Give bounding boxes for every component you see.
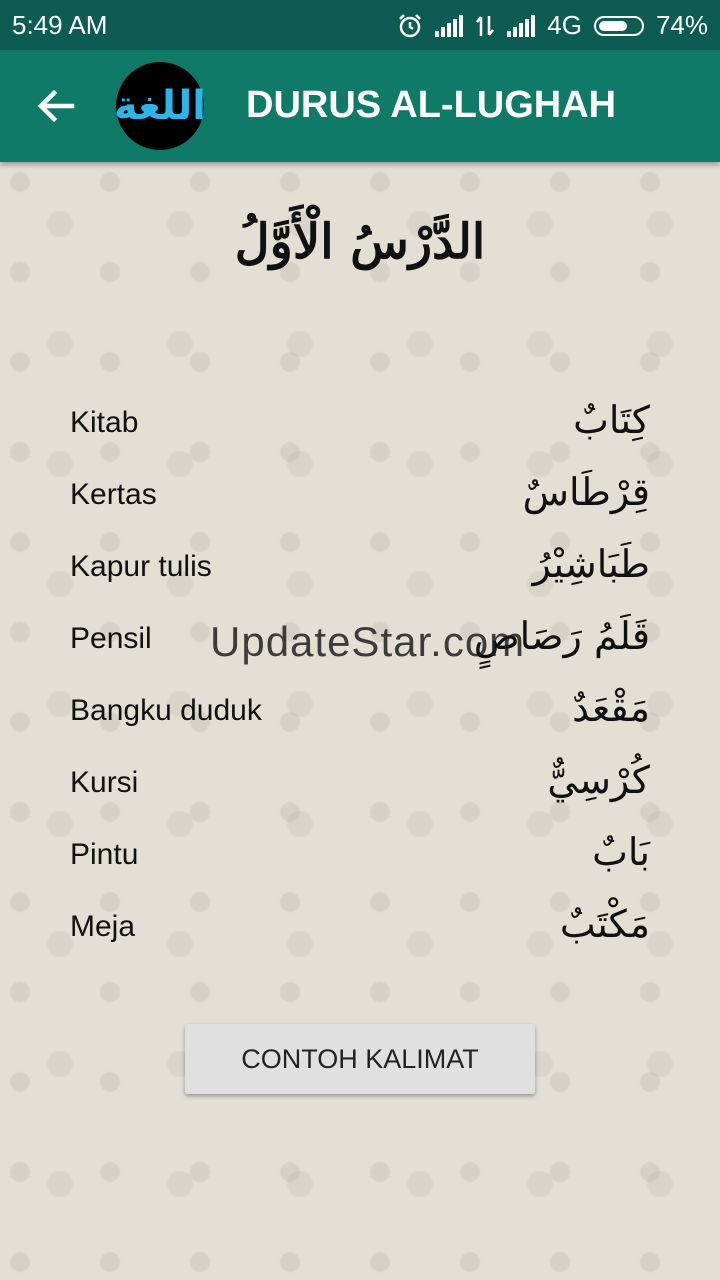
watermark: UpdateStar.com	[210, 618, 526, 665]
vocab-arabic: بَابٌ	[592, 830, 650, 874]
arrow-left-icon	[28, 78, 84, 134]
vocab-arabic: قِرْطَاسٌ	[522, 470, 650, 514]
back-button[interactable]	[28, 78, 84, 134]
status-bar	[0, 0, 720, 50]
vocab-latin: Kursi	[70, 766, 139, 799]
signal-icon	[435, 15, 463, 37]
app-title: DURUS AL-LUGHAH	[246, 84, 617, 126]
vocab-row	[70, 902, 650, 974]
vocab-arabic: كُرْسِيٌّ	[547, 758, 650, 802]
vocab-latin: Pintu	[70, 838, 139, 871]
vocab-latin: Kitab	[70, 406, 139, 439]
vocab-latin: Kertas	[70, 478, 157, 511]
vocab-row	[70, 614, 650, 686]
vocab-row	[70, 758, 650, 830]
vocab-latin: Kapur tulis	[70, 550, 212, 583]
vocab-arabic: كِتَابٌ	[573, 398, 650, 442]
alarm-icon	[397, 13, 423, 39]
app-bar	[0, 50, 720, 162]
vocab-row	[70, 470, 650, 542]
app-logo: اللغة	[116, 62, 204, 150]
battery-icon	[594, 16, 644, 36]
vocab-arabic: طَبَاشِيْرُ	[532, 542, 650, 586]
vocab-arabic: مَكْتَبٌ	[559, 902, 650, 946]
data-transfer-icon	[475, 14, 495, 38]
battery-percent: 74%	[655, 10, 708, 40]
network-type: 4G	[547, 10, 582, 40]
vocab-row	[70, 830, 650, 902]
signal-icon	[507, 15, 535, 37]
vocab-arabic: مَقْعَدٌ	[572, 686, 650, 730]
vocab-row	[70, 542, 650, 614]
vocab-latin: Meja	[70, 910, 136, 943]
vocab-arabic: قَلَمُ رَصَاصٍ	[473, 614, 650, 658]
status-icons	[397, 10, 708, 41]
lesson-title: الدَّرْسُ الْأَوَّلُ	[234, 214, 486, 270]
vocab-row	[70, 686, 650, 758]
vocab-latin: Pensil	[70, 622, 152, 655]
example-sentences-button[interactable]: CONTOH KALIMAT	[185, 1024, 535, 1094]
status-time: 5:49 AM	[12, 10, 108, 40]
battery-fill	[599, 21, 627, 31]
lesson-content	[0, 162, 720, 1280]
vocab-latin: Bangku duduk	[70, 694, 262, 727]
vocab-row	[70, 398, 650, 470]
